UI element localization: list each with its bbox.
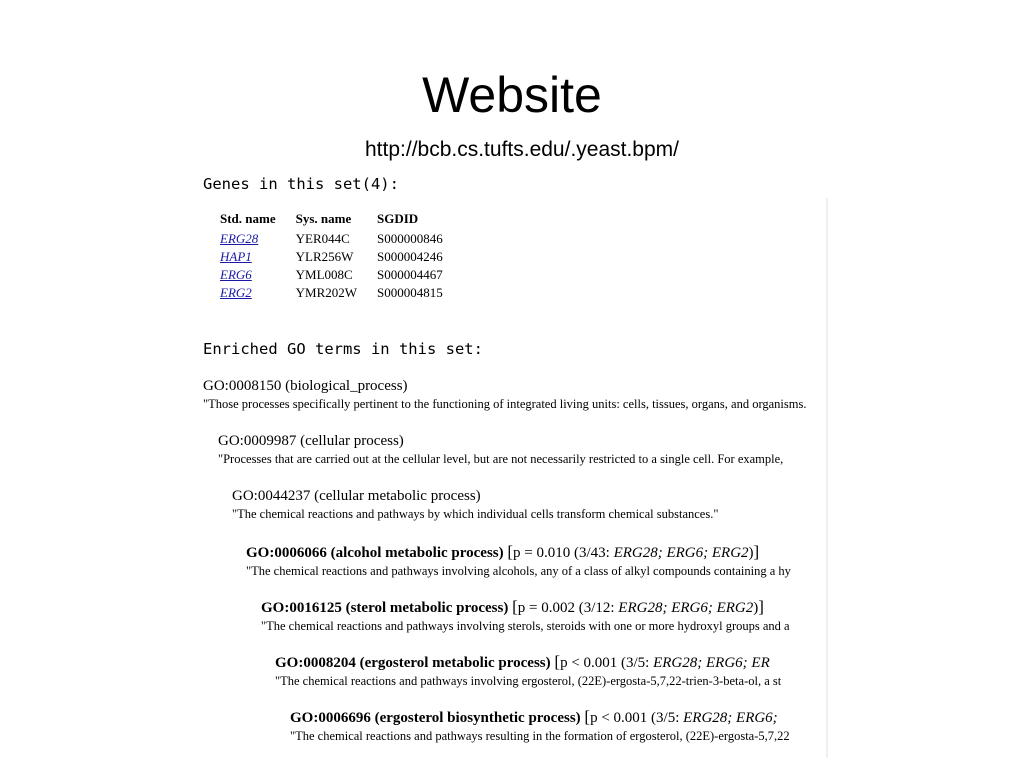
go-term-title: GO:0009987 (cellular process) xyxy=(218,433,404,449)
table-row xyxy=(218,284,461,302)
sgdid-cell: S000004467 xyxy=(377,267,443,282)
go-term-genes: ERG28; ERG6; ERG2 xyxy=(613,545,749,561)
sgdid-cell: S000000846 xyxy=(377,231,443,246)
table-row xyxy=(218,248,461,266)
go-term-description: "The chemical reactions and pathways involving alcohols, any of a class of alkyl compounds containing a hy xyxy=(246,564,791,578)
gene-link-erg2[interactable]: ERG2 xyxy=(220,285,252,300)
go-term-stats: p < 0.001 (3/5: xyxy=(590,710,684,726)
sys-name-cell: YML008C xyxy=(295,267,353,282)
gene-link-erg28[interactable]: ERG28 xyxy=(220,231,259,246)
table-row xyxy=(218,230,461,248)
genes-table xyxy=(218,210,461,302)
go-term-description: "The chemical reactions and pathways involving ergosterol, (22E)-ergosta-5,7,22-trien-3-beta-ol, a st xyxy=(275,674,782,688)
go-term-block: GO:0008204 (ergosterol metabolic process) [p < 0.001 (3/5: ERG28; ERG6; ER "The chemical reactions and pathways involving ergosterol, (22E)-ergosta-5,7,22-trien-3-beta-ol, a st xyxy=(275,652,782,688)
slide-title: Website xyxy=(422,67,602,123)
go-term-block: GO:0006066 (alcohol metabolic process) [p = 0.010 (3/43: ERG28; ERG6; ERG2)] "The chemical reactions and pathways involving alcohols, any of a class of alkyl compounds containing a hy xyxy=(246,542,791,578)
go-term-title: GO:0044237 (cellular metabolic process) xyxy=(232,488,481,504)
gene-link-erg6[interactable]: ERG6 xyxy=(220,267,252,282)
column-header-sys-name: Sys. name xyxy=(295,211,352,226)
go-term-description: "The chemical reactions and pathways by which individual cells transform chemical substances." xyxy=(232,507,719,521)
go-term-title: GO:0006066 (alcohol metabolic process) xyxy=(246,545,504,561)
column-header-sgdid: SGDID xyxy=(377,211,419,226)
go-term-title: GO:0008150 (biological_process) xyxy=(203,378,408,394)
gene-link-hap1[interactable]: HAP1 xyxy=(220,249,252,264)
go-term-description: "Those processes specifically pertinent to the functioning of integrated living units: cells, tissues, organs, and organisms. xyxy=(203,397,807,411)
genes-table-header-row xyxy=(218,210,461,230)
go-term-genes: ERG28; ERG6; ER xyxy=(653,655,770,671)
go-term-block: GO:0016125 (sterol metabolic process) [p = 0.002 (3/12: ERG28; ERG6; ERG2)] "The chemical reactions and pathways involving sterols, steroids with one or more hydroxyl groups and a xyxy=(261,597,790,633)
sgdid-cell: S000004815 xyxy=(377,285,443,300)
go-term-description: "The chemical reactions and pathways resulting in the formation of ergosterol, (22E)-ergosta-5,7,22 xyxy=(290,729,790,743)
go-term-stats: p = 0.010 (3/43: xyxy=(513,545,614,561)
genes-heading: Genes in this set(4): xyxy=(203,175,399,193)
go-term-title: GO:0008204 (ergosterol metabolic process) xyxy=(275,655,551,671)
sgdid-cell: S000004246 xyxy=(377,249,443,264)
go-term-stats: p < 0.001 (3/5: xyxy=(560,655,654,671)
go-term-block: GO:0006696 (ergosterol biosynthetic process) [p < 0.001 (3/5: ERG28; ERG6; "The chemical reactions and pathways resulting in the formation of ergosterol, (22E)-ergosta-5,7,22 xyxy=(290,707,790,743)
go-term-block xyxy=(203,377,806,413)
go-term-title: GO:0016125 (sterol metabolic process) xyxy=(261,600,509,616)
sys-name-cell: YER044C xyxy=(295,231,350,246)
go-term-genes: ERG28; ERG6; xyxy=(683,710,778,726)
column-header-std-name: Std. name xyxy=(220,211,276,226)
slide-url: http://bcb.cs.tufts.edu/.yeast.bpm/ xyxy=(365,138,679,161)
go-term-stats: p = 0.002 (3/12: xyxy=(517,600,619,616)
go-term-description: "The chemical reactions and pathways involving sterols, steroids with one or more hydroxyl groups and a xyxy=(261,619,790,633)
sys-name-cell: YMR202W xyxy=(295,285,358,300)
go-term-block xyxy=(218,432,783,468)
sys-name-cell: YLR256W xyxy=(295,249,354,264)
webpage-screenshot xyxy=(198,168,828,758)
go-terms-heading: Enriched GO terms in this set: xyxy=(203,340,483,358)
go-term-title: GO:0006696 (ergosterol biosynthetic process) xyxy=(290,710,581,726)
go-term-description: "Processes that are carried out at the cellular level, but are not necessarily restricted to a single cell. For example, xyxy=(218,452,784,466)
go-term-genes: ERG28; ERG6; ERG2 xyxy=(618,600,754,616)
go-term-block xyxy=(232,487,718,523)
table-row xyxy=(218,266,461,284)
